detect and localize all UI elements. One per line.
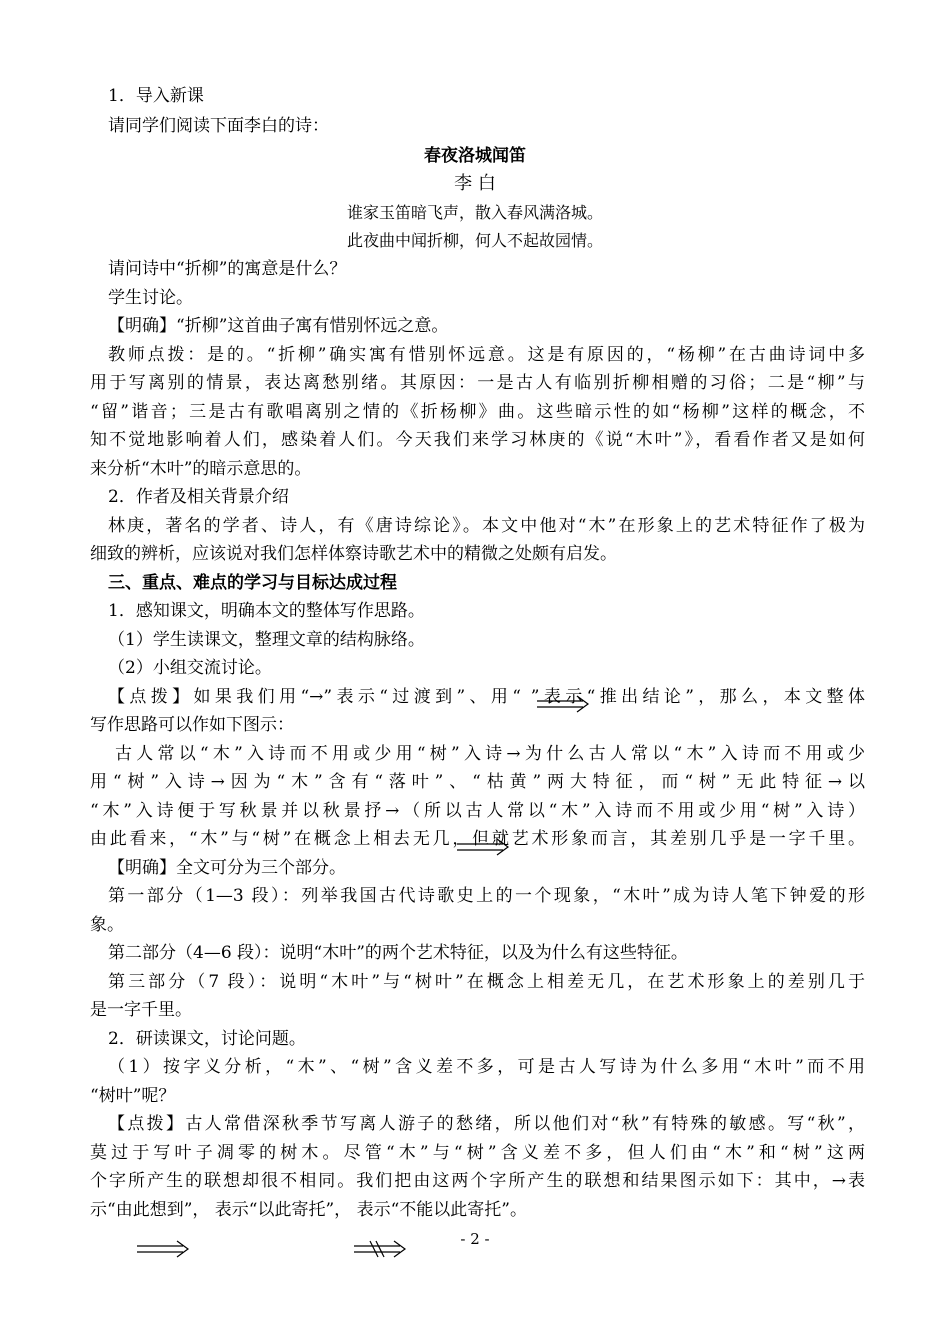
paragraph: 古人常以“木”入诗而不用或少用“树”入诗→为什么古人常以“木”入诗而不用或少	[115, 744, 865, 764]
paragraph: 【明确】全文可分为三个部分。	[108, 858, 346, 878]
double-arrow-icon	[535, 695, 591, 715]
poem-title: 春夜洛城闻笛	[424, 146, 526, 166]
paragraph: （1）学生读课文，整理文章的结构脉络。	[108, 630, 425, 650]
paragraph: 细致的辨析，应该说对我们怎样体察诗歌艺术中的精微之处颇有启发。	[90, 544, 617, 564]
paragraph: 象。	[90, 915, 124, 935]
paragraph: 用“树”入诗→因为“木”含有“落叶”、“枯黄”两大特征，而“树”无此特征→以	[90, 772, 865, 792]
heading-import: 1．导入新课	[108, 86, 204, 106]
paragraph: 个字所产生的联想却很不相同。我们把由这两个字所产生的联想和结果图示如下：其中，→表	[90, 1171, 865, 1191]
poem-author: 李 白	[454, 173, 496, 194]
paragraph: “树叶”呢？	[90, 1086, 176, 1106]
paragraph: 【点拨】古人常借深秋季节写离人游子的愁绪，所以他们对“秋”有特殊的敏感。写“秋”，	[108, 1114, 865, 1134]
paragraph: 学生讨论。	[108, 288, 193, 308]
paragraph: “木”入诗便于写秋景并以秋景抒→（所以古人常以“木”入诗而不用或少用“树”入诗）	[90, 801, 865, 821]
paragraph: 请问诗中“折柳”的寓意是什么？	[108, 259, 347, 279]
paragraph: 是一字千里。	[90, 1000, 192, 1020]
double-arrow-icon	[455, 838, 511, 858]
paragraph: 莫过于写叶子凋零的树木。尽管“木”与“树”含义差不多，但人们由“木”和“树”这两	[90, 1143, 865, 1163]
paragraph: （2）小组交流讨论。	[108, 658, 272, 678]
poem-line: 谁家玉笛暗飞声，散入春风满洛城。	[346, 203, 603, 222]
poem-line: 此夜曲中闻折柳，何人不起故园情。	[346, 231, 603, 250]
paragraph: 1．感知课文，明确本文的整体写作思路。	[108, 601, 425, 621]
paragraph: 用于写离别的情景，表达离愁别绪。其原因：一是古人有临别折柳相赠的习俗；二是“柳”与	[90, 373, 865, 393]
paragraph: 来分析“木叶”的暗示意思的。	[90, 459, 312, 479]
paragraph: 第三部分（7 段）：说明“木叶”与“树叶”在概念上相差无几，在艺术形象上的差别几于	[108, 972, 865, 992]
paragraph: 第一部分（1—3 段）：列举我国古代诗歌史上的一个现象，“木叶”成为诗人笔下钟爱的形	[108, 886, 865, 906]
page-number: - 2 -	[460, 1230, 490, 1248]
paragraph: 【点拨】如果我们用“→”表示“过渡到”、用“ ”表示“推出结论”，那么，本文整体	[108, 687, 865, 707]
paragraph: 第二部分（4—6 段）：说明“木叶”的两个艺术特征，以及为什么有这些特征。	[108, 943, 688, 963]
paragraph: 知不觉地影响着人们，感染着人们。今天我们来学习林庚的《说“木叶”》，看看作者又是如何	[90, 430, 865, 450]
paragraph: 【明确】“折柳”这首曲子寓有惜别怀远之意。	[108, 316, 449, 336]
paragraph: 示“由此想到”， 表示“以此寄托”， 表示“不能以此寄托”。	[90, 1200, 527, 1220]
paragraph: 写作思路可以作如下图示：	[90, 715, 294, 735]
paragraph: （1）按字义分析，“木”、“树”含义差不多，可是古人写诗为什么多用“木叶”而不用	[108, 1057, 865, 1077]
paragraph: “留”谐音；三是古有歌唱离别之情的《折杨柳》曲。这些暗示性的如“杨柳”这样的概念，不	[90, 402, 865, 422]
paragraph: 林庚，著名的学者、诗人，有《唐诗综论》。本文中他对“木”在形象上的艺术特征作了极为	[108, 516, 865, 536]
section-heading: 三、重点、难点的学习与目标达成过程	[108, 573, 397, 593]
paragraph: 2．研读课文，讨论问题。	[108, 1029, 306, 1049]
paragraph: 请同学们阅读下面李白的诗：	[108, 116, 329, 136]
paragraph: 教师点拨：是的。“折柳”确实寓有惜别怀远意。这是有原因的，“杨柳”在古曲诗词中多	[108, 345, 865, 365]
heading-author: 2．作者及相关背景介绍	[108, 487, 289, 507]
paragraph: 由此看来，“木”与“树”在概念上相去无几，但就艺术形象而言，其差别几乎是一字千里。	[90, 829, 865, 849]
